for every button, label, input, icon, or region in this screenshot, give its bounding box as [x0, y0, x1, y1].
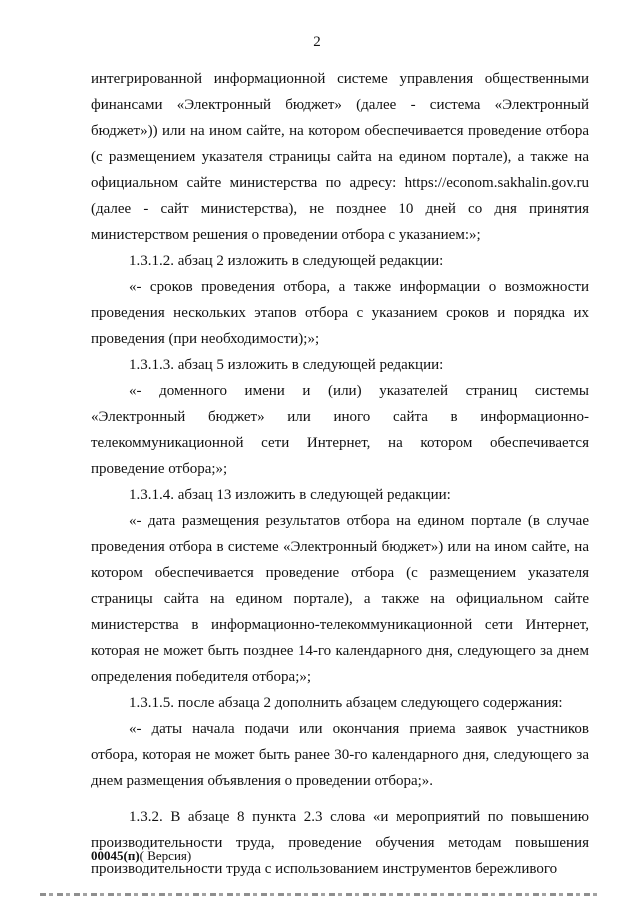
document-version: ( Версия) — [139, 848, 192, 863]
paragraph-quote-domain: «- доменного имени и (или) указателей страниц системы «Электронный бюджет» или иного сайта в информационно-телекоммуникационной сети Интернет, на котором обеспечивается проведение отбора;»; — [91, 383, 589, 477]
paragraph-item-1-3-1-2: 1.3.1.2. абзац 2 изложить в следующей редакции: — [129, 253, 444, 269]
paragraph-item-1-3-1-5: 1.3.1.5. после абзаца 2 дополнить абзацем следующего содержания: — [129, 695, 563, 711]
document-body — [91, 66, 589, 882]
paragraph-item-1-3-1-4: 1.3.1.4. абзац 13 изложить в следующей редакции: — [129, 487, 451, 503]
paragraph-continuation: интегрированной информационной системе управления общественными финансами «Электронный бюджет» (далее - система «Электронный бюджет»)) или на ином сайте, на котором обеспечивается проведение отбора (с размещением указателя страницы сайта на едином портале), а также на официальном сайте министерства по адресу: https://econom.sakhalin.gov.ru (далее - сайт министерства), не позднее 10 дней со дня принятия министерством решения о проведении отбора с указанием:»; — [91, 71, 589, 243]
document-code: 00045(п) — [91, 848, 140, 863]
paragraph-quote-deadlines: «- сроков проведения отбора, а также информации о возможности проведения нескольких этапов отбора с указанием сроков и порядка их проведения (при необходимости);»; — [91, 279, 589, 347]
paragraph-quote-results-date: «- дата размещения результатов отбора на едином портале (в случае проведения отбора в системе «Электронный бюджет») или на ином сайте, на котором обеспечивается проведение отбора (с размещением указателя страницы сайта на едином портале), а также на официальном сайте министерства в информационно-телекоммуникационной сети Интернет, которая не может быть позднее 14-го календарного дня, следующего за днем определения победителя отбора;»; — [91, 513, 589, 685]
paragraph-quote-application-dates: «- даты начала подачи или окончания приема заявок участников отбора, которая не может быть ранее 30-го календарного дня, следующего за днем размещения объявления о проведении отбора;». — [91, 721, 589, 789]
paragraph-item-1-3-2: 1.3.2. В абзаце 8 пункта 2.3 слова «и мероприятий по повышению производительности труда, проведение обучения методам повышения производительности труда с использованием инструментов бережливого — [91, 809, 589, 877]
scan-artifact-line — [40, 893, 600, 896]
page-number: 2 — [313, 34, 321, 50]
document-footer — [91, 848, 191, 864]
paragraph-item-1-3-1-3: 1.3.1.3. абзац 5 изложить в следующей редакции: — [129, 357, 444, 373]
